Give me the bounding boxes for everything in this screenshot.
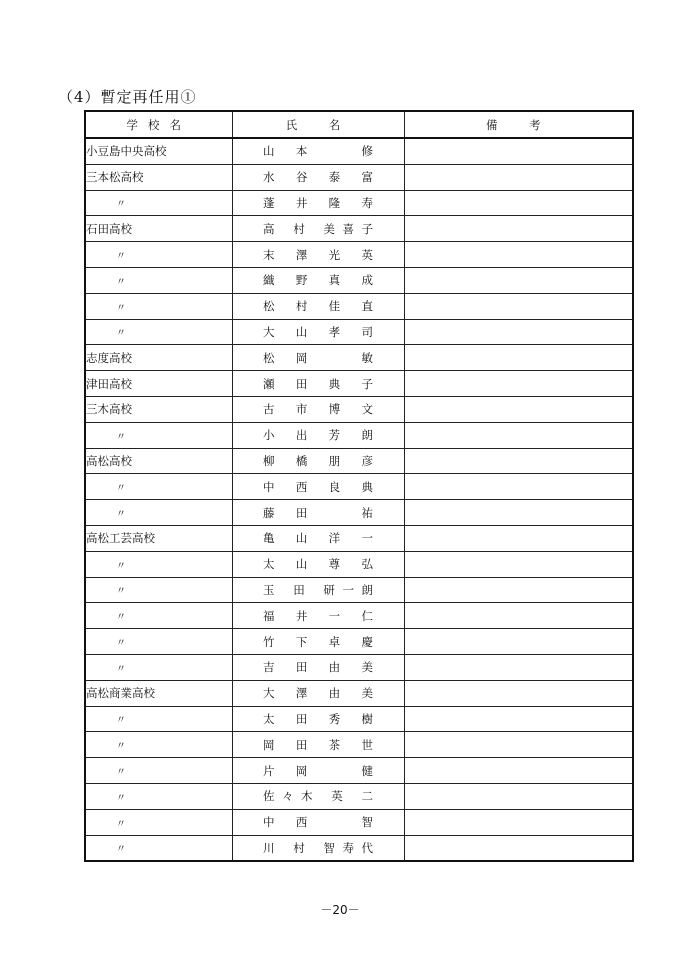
note-cell	[404, 242, 633, 268]
school-cell: 小豆島中央高校	[85, 138, 232, 164]
name-cell	[232, 809, 404, 835]
table-row	[85, 654, 633, 680]
name-cell	[232, 783, 404, 809]
person-name: 吉 田 由 美	[263, 660, 373, 675]
table-row	[85, 551, 633, 577]
table-row	[85, 164, 633, 190]
table-row	[85, 577, 633, 603]
header-school: 学校名	[85, 111, 232, 138]
table-row	[85, 345, 633, 371]
person-name: 末 澤 光 英	[263, 247, 373, 262]
note-cell	[404, 293, 633, 319]
school-cell: 高松高校	[85, 448, 232, 474]
school-cell: 〃	[85, 732, 232, 758]
school-cell: 〃	[85, 706, 232, 732]
person-name: 小 出 芳 朗	[263, 428, 373, 443]
name-cell	[232, 758, 404, 784]
table-row	[85, 706, 633, 732]
name-cell	[232, 164, 404, 190]
note-cell	[404, 500, 633, 526]
table-row	[85, 732, 633, 758]
person-name: 古 市 博 文	[263, 402, 373, 417]
name-cell	[232, 629, 404, 655]
school-cell: 津田高校	[85, 371, 232, 397]
table-row	[85, 680, 633, 706]
name-cell	[232, 706, 404, 732]
person-name: 松 村 佳 直	[263, 299, 373, 314]
person-name: 福 井 一 仁	[263, 608, 373, 623]
table-row	[85, 422, 633, 448]
table-row	[85, 500, 633, 526]
person-name: 瀬 田 典 子	[263, 376, 373, 391]
school-cell: 〃	[85, 267, 232, 293]
name-cell	[232, 345, 404, 371]
table-row	[85, 448, 633, 474]
note-cell	[404, 654, 633, 680]
person-name: 松 岡 敏	[263, 350, 373, 365]
note-cell	[404, 190, 633, 216]
reappointment-table	[84, 110, 634, 862]
note-cell	[404, 371, 633, 397]
name-cell	[232, 732, 404, 758]
table-row	[85, 371, 633, 397]
school-cell: 石田高校	[85, 216, 232, 242]
school-cell: 志度高校	[85, 345, 232, 371]
person-name: 岡 田 茶 世	[263, 737, 373, 752]
person-name: 藤 田 祐	[263, 505, 373, 520]
note-cell	[404, 525, 633, 551]
table-header-row	[85, 111, 633, 138]
school-cell: 〃	[85, 654, 232, 680]
person-name: 織 野 真 成	[263, 273, 373, 288]
name-cell	[232, 835, 404, 861]
table-row	[85, 138, 633, 164]
name-cell	[232, 396, 404, 422]
school-cell: 〃	[85, 835, 232, 861]
name-cell	[232, 448, 404, 474]
table-row	[85, 629, 633, 655]
person-name: 川 村 智寿代	[263, 840, 373, 855]
person-name: 亀 山 洋 一	[263, 531, 373, 546]
school-cell: 〃	[85, 551, 232, 577]
school-cell: 高松商業高校	[85, 680, 232, 706]
person-name: 高 村 美喜子	[263, 221, 373, 236]
person-name: 中 西 智	[263, 815, 373, 830]
school-cell: 〃	[85, 293, 232, 319]
person-name: 大 山 孝 司	[263, 324, 373, 339]
note-cell	[404, 422, 633, 448]
name-cell	[232, 551, 404, 577]
name-cell	[232, 371, 404, 397]
person-name: 水 谷 泰 富	[263, 170, 373, 185]
name-cell	[232, 242, 404, 268]
person-name: 片 岡 健	[263, 763, 373, 778]
note-cell	[404, 835, 633, 861]
person-name: 竹 下 卓 慶	[263, 634, 373, 649]
name-cell	[232, 319, 404, 345]
table-row	[85, 809, 633, 835]
table-row	[85, 525, 633, 551]
name-cell	[232, 654, 404, 680]
table-row	[85, 293, 633, 319]
person-name: 佐々木 英 二	[263, 789, 373, 804]
note-cell	[404, 577, 633, 603]
note-cell	[404, 758, 633, 784]
person-name: 中 西 良 典	[263, 479, 373, 494]
header-name: 氏 名	[232, 111, 404, 138]
school-cell: 三本松高校	[85, 164, 232, 190]
name-cell	[232, 293, 404, 319]
table-row	[85, 474, 633, 500]
note-cell	[404, 706, 633, 732]
school-cell: 〃	[85, 242, 232, 268]
school-cell: 〃	[85, 190, 232, 216]
person-name: 太 山 尊 弘	[263, 557, 373, 572]
school-cell: 〃	[85, 629, 232, 655]
person-name: 大 澤 由 美	[263, 686, 373, 701]
name-cell	[232, 525, 404, 551]
note-cell	[404, 267, 633, 293]
note-cell	[404, 138, 633, 164]
note-cell	[404, 164, 633, 190]
school-cell: 三木高校	[85, 396, 232, 422]
table-row	[85, 603, 633, 629]
name-cell	[232, 216, 404, 242]
page-number: －20－	[320, 903, 360, 917]
school-cell: 〃	[85, 758, 232, 784]
name-cell	[232, 500, 404, 526]
note-cell	[404, 732, 633, 758]
table-row	[85, 267, 633, 293]
note-cell	[404, 783, 633, 809]
name-cell	[232, 577, 404, 603]
note-cell	[404, 448, 633, 474]
note-cell	[404, 345, 633, 371]
school-cell: 〃	[85, 577, 232, 603]
note-cell	[404, 603, 633, 629]
note-cell	[404, 680, 633, 706]
name-cell	[232, 474, 404, 500]
table-row	[85, 216, 633, 242]
note-cell	[404, 474, 633, 500]
note-cell	[404, 809, 633, 835]
school-cell: 〃	[85, 809, 232, 835]
school-cell: 〃	[85, 500, 232, 526]
person-name: 太 田 秀 樹	[263, 711, 373, 726]
school-cell: 〃	[85, 474, 232, 500]
table-row	[85, 242, 633, 268]
table-row	[85, 190, 633, 216]
name-cell	[232, 267, 404, 293]
school-cell: 〃	[85, 422, 232, 448]
person-name: 蓬 井 隆 寿	[263, 195, 373, 210]
name-cell	[232, 138, 404, 164]
note-cell	[404, 319, 633, 345]
person-name: 柳 橋 朋 彦	[263, 453, 373, 468]
name-cell	[232, 422, 404, 448]
section-heading: （4）暫定再任用①	[58, 88, 197, 106]
table-row	[85, 319, 633, 345]
school-cell: 高松工芸高校	[85, 525, 232, 551]
name-cell	[232, 680, 404, 706]
name-cell	[232, 603, 404, 629]
table-row	[85, 835, 633, 861]
table-row	[85, 783, 633, 809]
note-cell	[404, 551, 633, 577]
name-cell	[232, 190, 404, 216]
person-name: 山 本 修	[263, 144, 373, 159]
school-cell: 〃	[85, 603, 232, 629]
note-cell	[404, 396, 633, 422]
note-cell	[404, 216, 633, 242]
header-note: 備 考	[404, 111, 633, 138]
note-cell	[404, 629, 633, 655]
person-name: 玉 田 研一朗	[263, 582, 373, 597]
school-cell: 〃	[85, 783, 232, 809]
table-row	[85, 758, 633, 784]
school-cell: 〃	[85, 319, 232, 345]
table-row	[85, 396, 633, 422]
